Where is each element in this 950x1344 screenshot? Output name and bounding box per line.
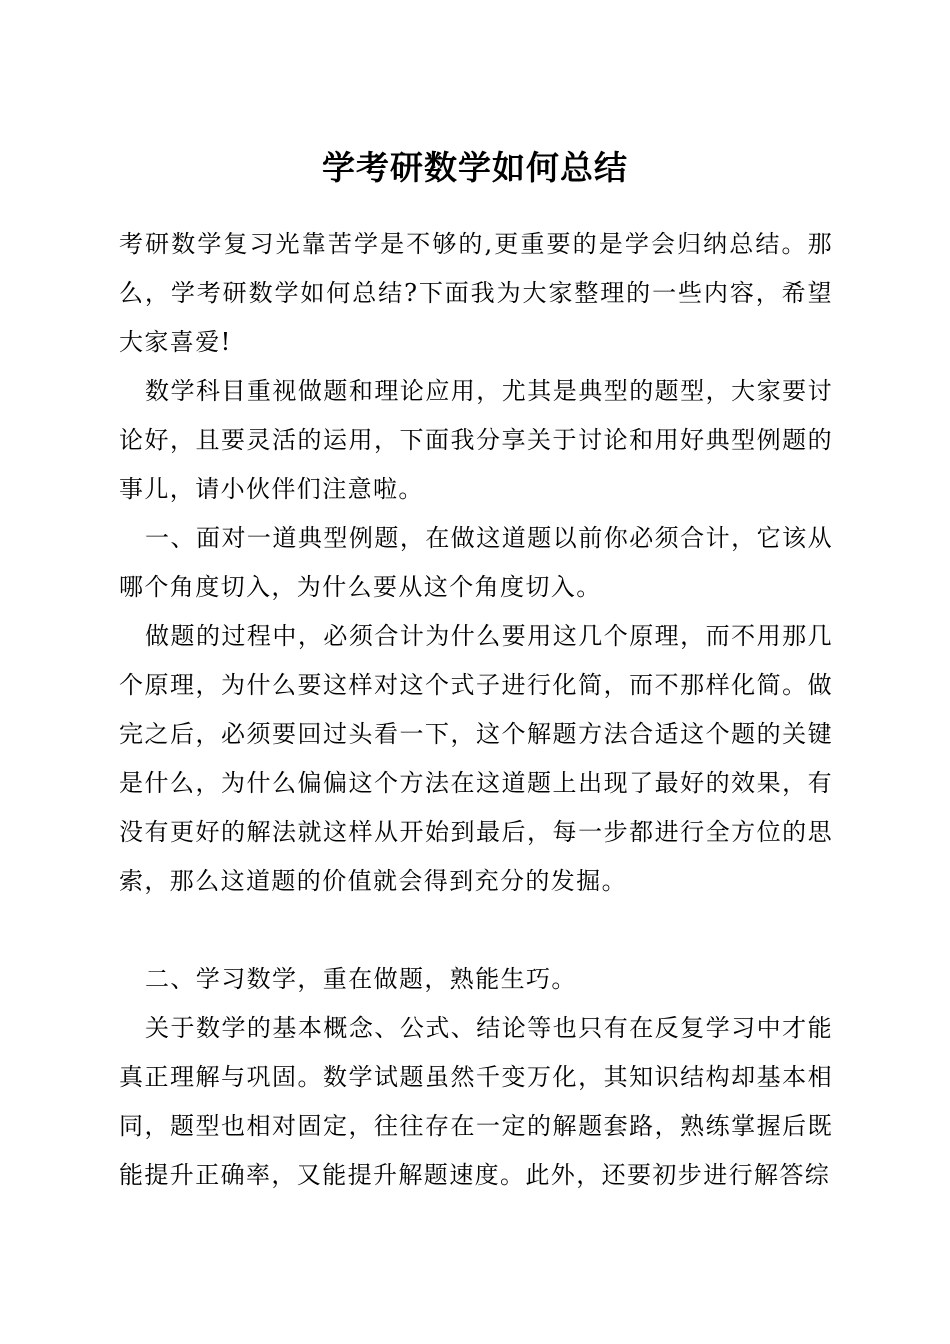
paragraph-point-one: 一、面对一道典型例题，在做这道题以前你必须合计，它该从哪个角度切入，为什么要从这个角度切入。 xyxy=(119,524,833,601)
paragraph-intro: 考研数学复习光靠苦学是不够的,更重要的是学会归纳总结。那么，学考研数学如何总结?下面我为大家整理的一些内容，希望大家喜爱! xyxy=(119,230,833,356)
paragraph-overview: 数学科目重视做题和理论应用，尤其是典型的题型，大家要讨论好，且要灵活的运用，下面我分享关于讨论和用好典型例题的事儿，请小伙伴们注意啦。 xyxy=(119,377,833,503)
paragraph-point-two-detail: 关于数学的基本概念、公式、结论等也只有在反复学习中才能真正理解与巩固。数学试题虽然千变万化，其知识结构却基本相同，题型也相对固定，往往存在一定的解题套路，熟练掌握后既能提升正确率，又能提升解题速度。此外，还要初步进行解答综 xyxy=(119,1014,833,1189)
document-body xyxy=(119,220,833,1200)
document-title: 学考研数学如何总结 xyxy=(322,148,628,187)
paragraph-point-two: 二、学习数学，重在做题，熟能生巧。 xyxy=(145,965,577,993)
paragraph-point-one-detail: 做题的过程中，必须合计为什么要用这几个原理，而不用那几个原理，为什么要这样对这个式子进行化简，而不那样化简。做完之后，必须要回过头看一下，这个解题方法合适这个题的关键是什么，为什么偏偏这个方法在这道题上出现了最好的效果，有没有更好的解法就这样从开始到最后，每一步都进行全方位的思索，那么这道题的价值就会得到充分的发掘。 xyxy=(119,622,833,895)
paragraph-spacer xyxy=(119,906,833,955)
